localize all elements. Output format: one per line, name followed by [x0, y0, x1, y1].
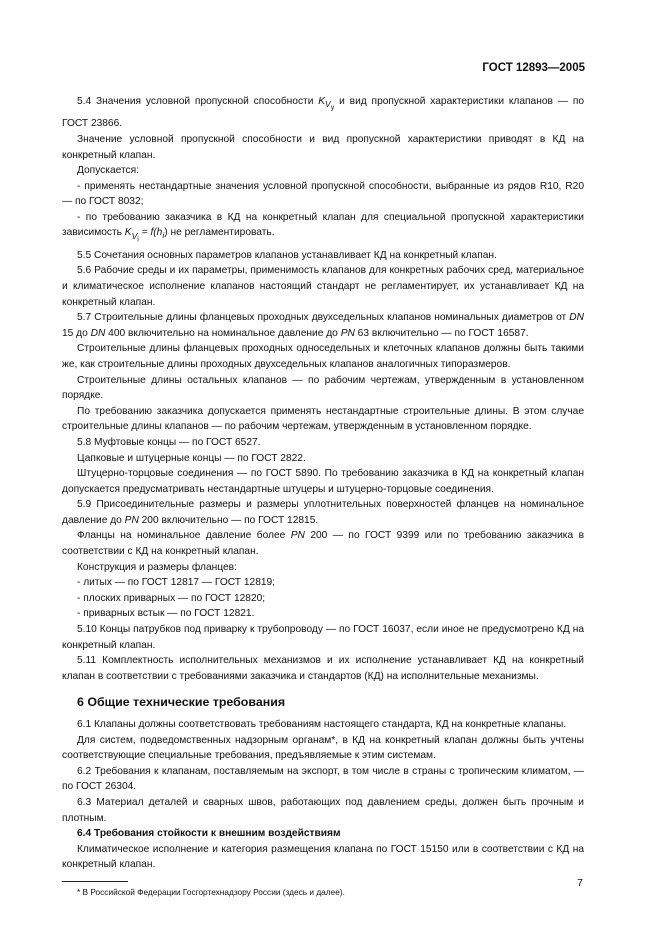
- list-item: - плоских приварных — по ГОСТ 12820;: [77, 592, 266, 604]
- paragraph: По требованию заказчика допускается применять нестандартные строительные длины. В этом случае строительные длины клапанов — по рабочим чертежам, утвержденным в установленном порядке.: [62, 405, 584, 433]
- clause-6-3: 6.3 Материал деталей и сварных швов, работающих под давлением среды, должен быть прочным и плотным.: [62, 796, 584, 824]
- clause-5-5: 5.5 Сочетания основных параметров клапанов устанавливает КД на конкретный клапан.: [77, 249, 497, 261]
- paragraph: Климатическое исполнение и категория размещения клапана по ГОСТ 15150 или в соответствии с КД на конкретный клапан.: [62, 843, 584, 871]
- list-item: - приварных встык — по ГОСТ 12821.: [77, 608, 255, 620]
- list-item: - по требованию заказчика в КД на конкретный клапан для специальной пропускной характеристики зависимость $K_{V_i} = f(h_i)$ не регламентировать.: [62, 211, 584, 244]
- clause-5-9: 5.9 Присоединительные размеры и размеры уплотнительных поверхностей фланцев на номинальное давление до PN 200 включительно — по ГОСТ 12815.: [62, 499, 584, 526]
- subsection-heading: 6.4 Требования стойкости к внешним воздействиям: [77, 828, 341, 840]
- page-number: 7: [577, 877, 583, 889]
- page-body: [62, 94, 584, 901]
- list-item: - литых — по ГОСТ 12817 — ГОСТ 12819;: [77, 577, 276, 589]
- section-heading: 6 Общие технические требования: [77, 695, 286, 710]
- footnote: * В Российской Федерации Госгортехнадзору России (здесь и далее).: [77, 886, 345, 897]
- clause-5-10: 5.10 Концы патрубков под приварку к трубопроводу — по ГОСТ 16037, если иное не предусмотрено КД на конкретный клапан.: [62, 624, 584, 651]
- paragraph: Допускается:: [77, 165, 139, 177]
- clause-6-1: 6.1 Клапаны должны соответствовать требованиям настоящего стандарта, КД на конкретные клапаны.: [77, 719, 567, 730]
- document-header: ГОСТ 12893—2005: [482, 62, 585, 74]
- paragraph: Конструкция и размеры фланцев:: [77, 561, 237, 573]
- paragraph: Строительные длины фланцевых проходных односедельных и клеточных клапанов должны быть такими же, как строительные длины проходных двухседельных клапанов аналогичных типоразмеров.: [62, 343, 584, 370]
- clause-5-4: 5.4 Значения условной пропускной способности $K_{V_y}$ и вид пропускной характеристики клапанов — по ГОСТ 23866.: [62, 96, 584, 130]
- paragraph: Строительные длины остальных клапанов — по рабочим чертежам, утвержденным в установленном порядке.: [62, 374, 584, 402]
- paragraph: Фланцы на номинальное давление более PN 200 — по ГОСТ 9399 или по требованию заказчика в соответствии с КД на конкретный клапан.: [62, 530, 584, 558]
- list-item: - применять нестандартные значения условной пропускной способности, выбранные из рядов R10, R20 — по ГОСТ 8032;: [62, 180, 584, 208]
- clause-5-6: 5.6 Рабочие среды и их параметры, применимость клапанов для конкретных рабочих сред, материальное и климатическое исполнение клапанов настоящий стандарт не регламентирует, их устанавливает КД на конкретный клапан.: [62, 265, 584, 308]
- paragraph: Штуцерно-торцовые соединения — по ГОСТ 5890. По требованию заказчика в КД на конкретный клапан допускается предусматривать нестандартные штуцеры и штуцерно-торцовые соединения.: [62, 468, 584, 495]
- clause-6-2: 6.2 Требования к клапанам, поставляемым на экспорт, в том числе в страны с тропическим климатом, — по ГОСТ 26304.: [62, 765, 584, 793]
- paragraph: Для систем, подведомственных надзорным органам*, в КД на конкретный клапан должны быть учтены соответствующие специальные требования, предъявляемые к этим системам.: [62, 734, 584, 762]
- paragraph: Цапковые и штуцерные концы — по ГОСТ 2822.: [77, 452, 306, 464]
- clause-5-7: 5.7 Строительные длины фланцевых проходных двухседельных клапанов номинальных диаметров от DN 15 до DN 400 включительно на номинальное давление до PN 63 включительно — по ГОСТ 16587.: [62, 312, 584, 339]
- clause-5-11: 5.11 Комплектность исполнительных механизмов и их исполнение устанавливает КД на конкретный клапан в соответствии с требованиями заказчика и стандартов (КД) на исполнительные механизмы.: [62, 655, 584, 682]
- paragraph: Значение условной пропускной способности и вид пропускной характеристики приводят в КД на конкретный клапан.: [62, 133, 584, 161]
- clause-5-8: 5.8 Муфтовые концы — по ГОСТ 6527.: [77, 436, 261, 448]
- footnote-divider: [62, 881, 128, 882]
